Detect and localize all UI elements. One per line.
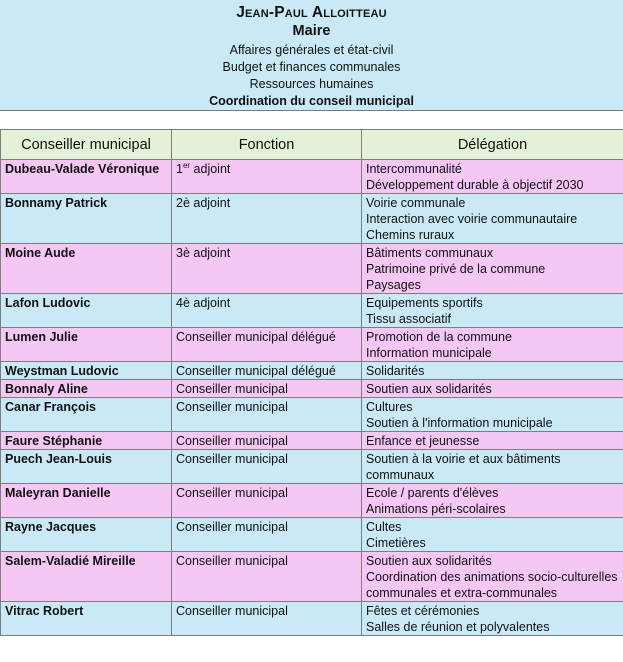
mayor-header bbox=[0, 0, 623, 111]
councillor-function: Conseiller municipal délégué bbox=[172, 362, 362, 380]
table-row bbox=[1, 194, 623, 244]
delegation-item: Cultures bbox=[366, 400, 413, 414]
delegation-item: Soutien aux solidarités bbox=[366, 382, 492, 396]
delegation-item: Soutien à la voirie et aux bâtiments communaux bbox=[366, 452, 561, 482]
column-header-fonction: Fonction bbox=[172, 130, 362, 160]
councillor-delegation bbox=[362, 328, 623, 362]
delegation-item: Salles de réunion et polyvalentes bbox=[366, 620, 550, 634]
delegation-item: Cultes bbox=[366, 520, 402, 534]
table-row bbox=[1, 450, 623, 484]
councillor-name: Lumen Julie bbox=[1, 328, 172, 362]
councillor-function: Conseiller municipal bbox=[172, 380, 362, 398]
mayor-responsibility: Ressources humaines bbox=[249, 77, 374, 91]
table-row bbox=[1, 362, 623, 380]
councillor-name: Vitrac Robert bbox=[1, 602, 172, 636]
delegation-item: Enfance et jeunesse bbox=[366, 434, 480, 448]
table-row bbox=[1, 552, 623, 602]
councillor-function: Conseiller municipal délégué bbox=[172, 328, 362, 362]
councillor-function: 4è adjoint bbox=[172, 294, 362, 328]
councillor-function: Conseiller municipal bbox=[172, 432, 362, 450]
delegation-item: Intercommunalité bbox=[366, 162, 462, 176]
delegation-item: Fêtes et cérémonies bbox=[366, 604, 480, 618]
councillor-delegation bbox=[362, 160, 623, 194]
table-body bbox=[1, 160, 623, 636]
councillor-delegation bbox=[362, 552, 623, 602]
mayor-responsibility: Affaires générales et état-civil bbox=[229, 43, 394, 57]
spacer bbox=[0, 111, 623, 129]
table-row bbox=[1, 380, 623, 398]
function-number: 1 bbox=[176, 162, 183, 176]
councillor-name: Weystman Ludovic bbox=[1, 362, 172, 380]
mayor-name: Jean-Paul Alloitteau bbox=[236, 4, 387, 21]
councillor-delegation bbox=[362, 244, 623, 294]
councillor-function: Conseiller municipal bbox=[172, 398, 362, 432]
council-table bbox=[0, 129, 623, 636]
councillor-name: Bonnaly Aline bbox=[1, 380, 172, 398]
councillor-function: Conseiller municipal bbox=[172, 450, 362, 484]
councillor-name: Salem-Valadié Mireille bbox=[1, 552, 172, 602]
delegation-item: Information municipale bbox=[366, 346, 492, 360]
function-text: adjoint bbox=[190, 162, 231, 176]
delegation-item: Chemins ruraux bbox=[366, 228, 455, 242]
table-row bbox=[1, 518, 623, 552]
councillor-name: Rayne Jacques bbox=[1, 518, 172, 552]
mayor-responsibility: Coordination du conseil municipal bbox=[209, 94, 414, 108]
table-row bbox=[1, 294, 623, 328]
delegation-item: Patrimoine privé de la commune bbox=[366, 262, 546, 276]
councillor-delegation bbox=[362, 484, 623, 518]
delegation-item: Tissu associatif bbox=[366, 312, 451, 326]
delegation-item: Equipements sportifs bbox=[366, 296, 483, 310]
councillor-function: Conseiller municipal bbox=[172, 518, 362, 552]
mayor-role: Maire bbox=[292, 23, 331, 39]
councillor-name: Bonnamy Patrick bbox=[1, 194, 172, 244]
councillor-name: Lafon Ludovic bbox=[1, 294, 172, 328]
councillor-function: Conseiller municipal bbox=[172, 552, 362, 602]
table-row bbox=[1, 602, 623, 636]
table-row bbox=[1, 398, 623, 432]
table-row bbox=[1, 328, 623, 362]
table-row bbox=[1, 484, 623, 518]
councillor-delegation bbox=[362, 432, 623, 450]
councillor-delegation bbox=[362, 398, 623, 432]
councillor-delegation bbox=[362, 380, 623, 398]
table-row bbox=[1, 432, 623, 450]
councillor-name: Canar François bbox=[1, 398, 172, 432]
councillor-delegation bbox=[362, 294, 623, 328]
delegation-item: Animations péri-scolaires bbox=[366, 502, 506, 516]
delegation-item: Promotion de la commune bbox=[366, 330, 512, 344]
councillor-name: Puech Jean-Louis bbox=[1, 450, 172, 484]
delegation-item: Solidarités bbox=[366, 364, 425, 378]
delegation-item: Cimetières bbox=[366, 536, 426, 550]
delegation-item: Interaction avec voirie communautaire bbox=[366, 212, 578, 226]
mayor-responsibility: Budget et finances communales bbox=[222, 60, 401, 74]
councillor-name: Maleyran Danielle bbox=[1, 484, 172, 518]
table-row bbox=[1, 160, 623, 194]
delegation-item: Voirie communale bbox=[366, 196, 466, 210]
table-header-row bbox=[1, 130, 623, 160]
councillor-name: Dubeau-Valade Véronique bbox=[1, 160, 172, 194]
councillor-delegation bbox=[362, 194, 623, 244]
councillor-function: Conseiller municipal bbox=[172, 602, 362, 636]
column-header-conseiller: Conseiller municipal bbox=[1, 130, 172, 160]
councillor-delegation bbox=[362, 450, 623, 484]
delegation-item: Bâtiments communaux bbox=[366, 246, 494, 260]
delegation-item: Ecole / parents d'élèves bbox=[366, 486, 499, 500]
councillor-function: Conseiller municipal bbox=[172, 484, 362, 518]
function-ordinal-suffix: er bbox=[182, 160, 191, 170]
councillor-function bbox=[172, 160, 362, 194]
delegation-item: Coordination des animations socio-culturelles communales et extra-communales bbox=[366, 570, 618, 600]
table-row bbox=[1, 244, 623, 294]
councillor-delegation bbox=[362, 518, 623, 552]
delegation-item: Développement durable à objectif 2030 bbox=[366, 178, 584, 192]
delegation-item: Soutien aux solidarités bbox=[366, 554, 492, 568]
councillor-function: 3è adjoint bbox=[172, 244, 362, 294]
column-header-delegation: Délégation bbox=[362, 130, 623, 160]
councillor-function: 2è adjoint bbox=[172, 194, 362, 244]
delegation-item: Soutien à l'information municipale bbox=[366, 416, 553, 430]
councillor-name: Moine Aude bbox=[1, 244, 172, 294]
delegation-item: Paysages bbox=[366, 278, 421, 292]
councillor-delegation bbox=[362, 362, 623, 380]
councillor-name: Faure Stéphanie bbox=[1, 432, 172, 450]
councillor-delegation bbox=[362, 602, 623, 636]
